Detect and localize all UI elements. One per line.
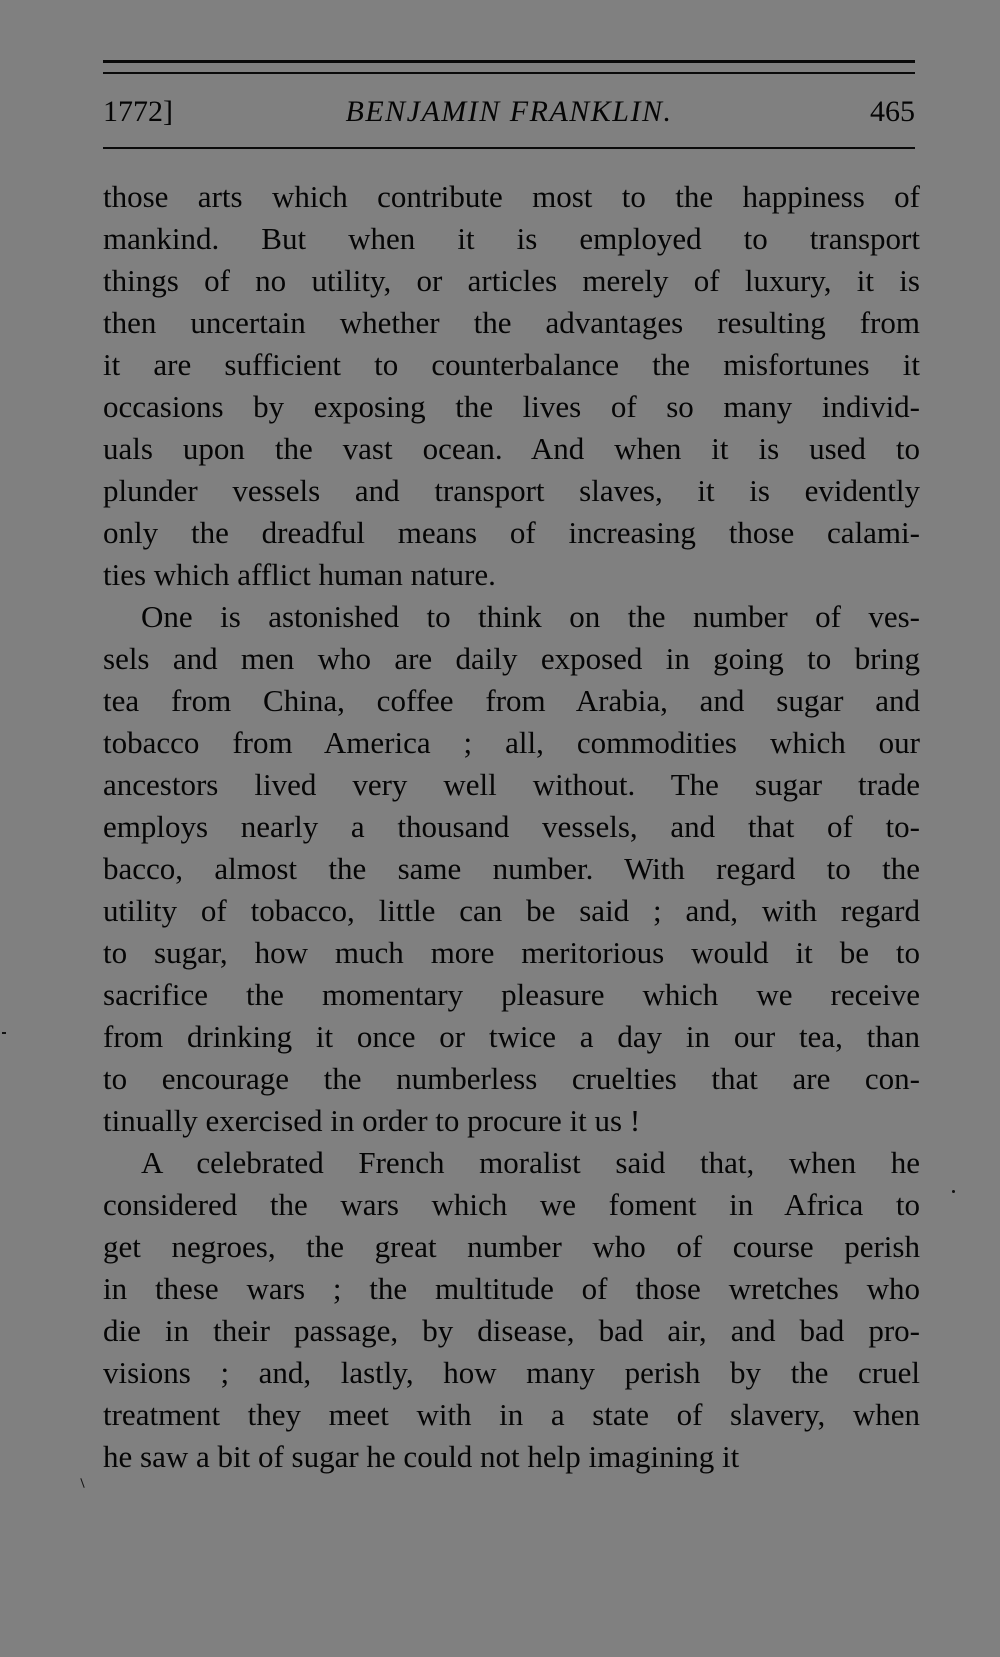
scan-speck bbox=[952, 1190, 955, 1193]
text-line: considered the wars which we foment in Africa to bbox=[103, 1187, 920, 1222]
text-line: sels and men who are daily exposed in going to bring bbox=[103, 641, 920, 676]
text-line: A celebrated French moralist said that, when he bbox=[141, 1145, 920, 1180]
text-line: sacrifice the momentary pleasure which we receive bbox=[103, 977, 920, 1012]
text-line: mankind. But when it is employed to transport bbox=[103, 221, 920, 256]
text-line: employs nearly a thousand vessels, and that of to- bbox=[103, 809, 920, 844]
text-line: tinually exercised in order to procure it us ! bbox=[103, 1103, 641, 1138]
text-line: only the dreadful means of increasing those calami- bbox=[103, 515, 920, 550]
running-head bbox=[103, 92, 915, 132]
text-line: in these wars ; the multitude of those wretches who bbox=[103, 1271, 920, 1306]
text-line: from drinking it once or twice a day in our tea, than bbox=[103, 1019, 920, 1054]
text-line: die in their passage, by disease, bad air, and bad pro- bbox=[103, 1313, 920, 1348]
text-line: then uncertain whether the advantages resulting from bbox=[103, 305, 920, 340]
text-line: tobacco from America ; all, commodities which our bbox=[103, 725, 920, 760]
text-line: things of no utility, or articles merely of luxury, it is bbox=[103, 263, 920, 298]
text-line: bacco, almost the same number. With regard to the bbox=[103, 851, 920, 886]
scan-speck bbox=[2, 1032, 6, 1034]
header-rule-top bbox=[103, 60, 915, 63]
running-head-year: 1772] bbox=[103, 95, 173, 128]
text-line: ancestors lived very well without. The sugar trade bbox=[103, 767, 920, 802]
text-line: occasions by exposing the lives of so many individ- bbox=[103, 389, 920, 424]
header-rule-second bbox=[103, 72, 915, 74]
running-head-title: BENJAMIN FRANKLIN. bbox=[345, 95, 673, 128]
text-line: ties which afflict human nature. bbox=[103, 557, 496, 592]
text-line: uals upon the vast ocean. And when it is used to bbox=[103, 431, 920, 466]
body-text bbox=[103, 176, 920, 1478]
scan-speck bbox=[80, 1478, 84, 1488]
text-line: plunder vessels and transport slaves, it is evidently bbox=[103, 473, 920, 508]
text-line: visions ; and, lastly, how many perish by the cruel bbox=[103, 1355, 920, 1390]
text-line: tea from China, coffee from Arabia, and sugar and bbox=[103, 683, 920, 718]
text-line: those arts which contribute most to the happiness of bbox=[103, 179, 920, 214]
text-line: to sugar, how much more meritorious would it be to bbox=[103, 935, 920, 970]
text-line: he saw a bit of sugar he could not help imagining it bbox=[103, 1439, 740, 1474]
page-number: 465 bbox=[870, 95, 915, 128]
text-line: it are sufficient to counterbalance the misfortunes it bbox=[103, 347, 920, 382]
text-line: utility of tobacco, little can be said ; and, with regard bbox=[103, 893, 920, 928]
text-line: One is astonished to think on the number of ves- bbox=[141, 599, 920, 634]
text-line: get negroes, the great number who of course perish bbox=[103, 1229, 920, 1264]
text-line: to encourage the numberless cruelties that are con- bbox=[103, 1061, 920, 1096]
text-line: treatment they meet with in a state of slavery, when bbox=[103, 1397, 920, 1432]
header-rule-bottom bbox=[103, 147, 915, 149]
